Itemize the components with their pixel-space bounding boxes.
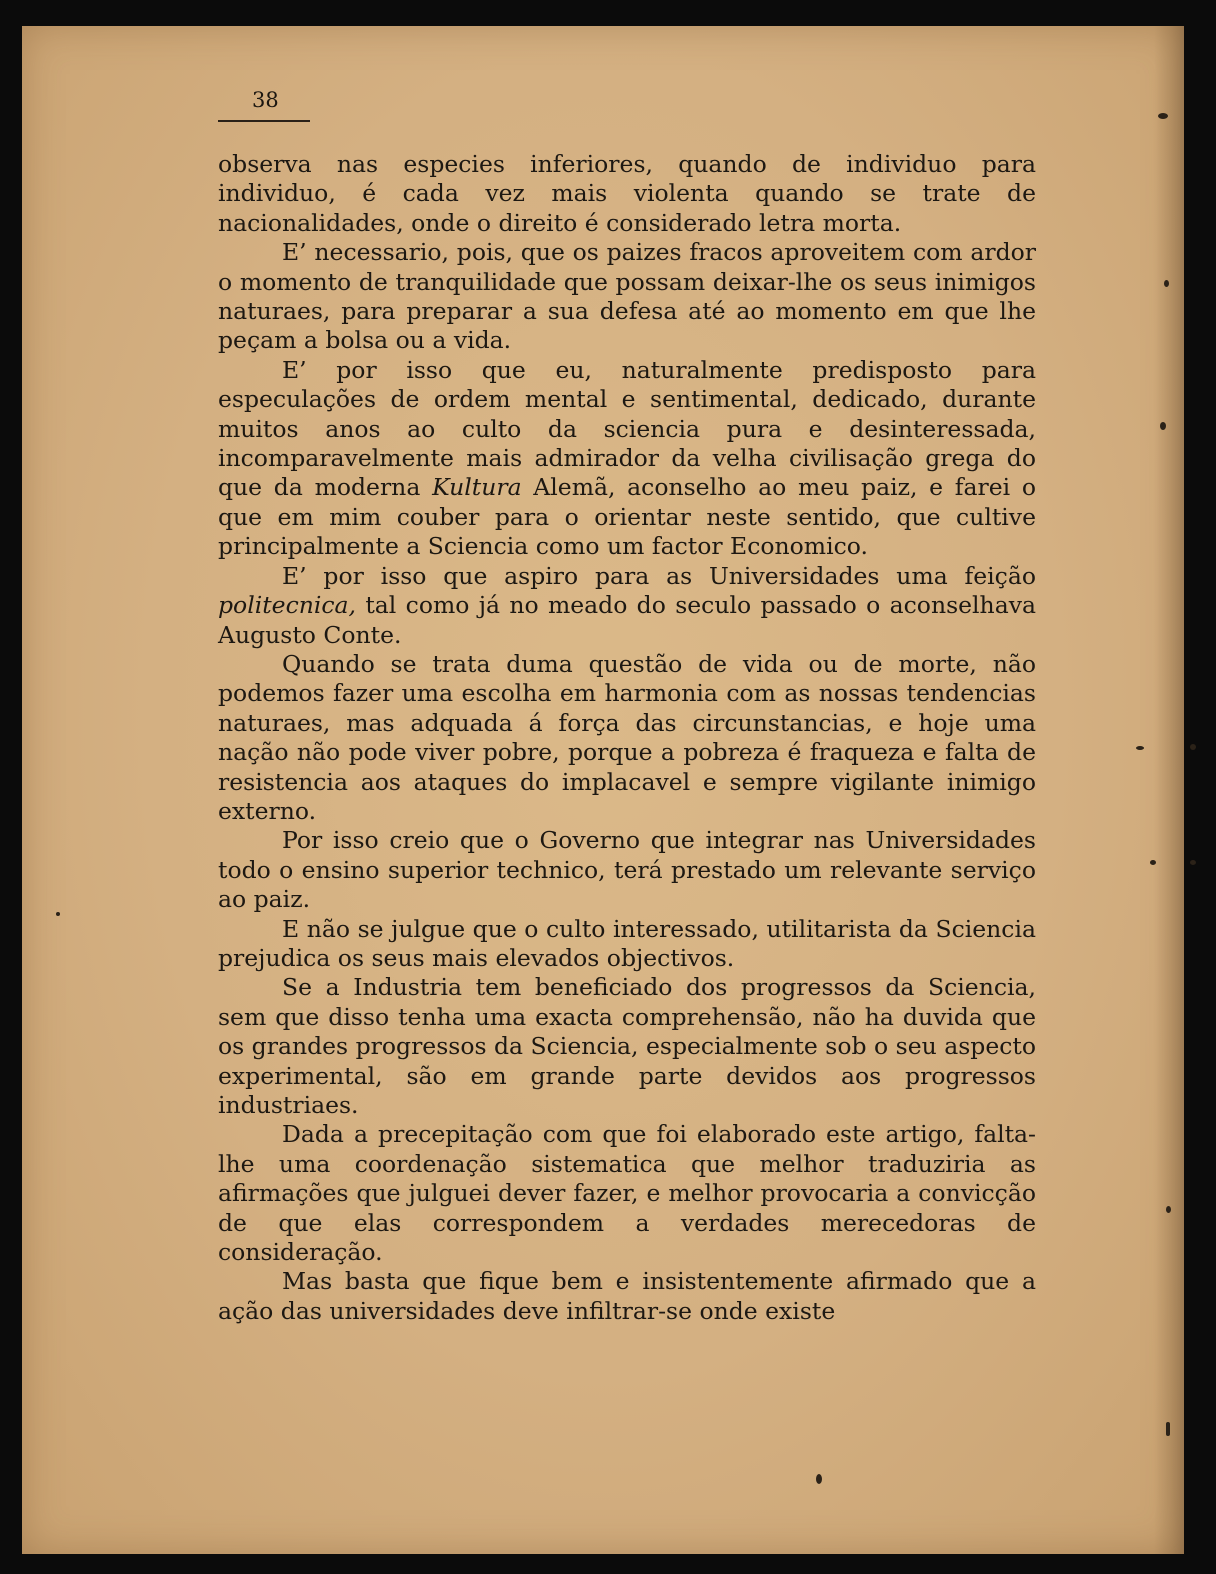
- paragraph: [218, 650, 1036, 826]
- paragraph: [218, 1267, 1036, 1326]
- text-segment: observa nas especies inferiores, quando de individuo para individuo, é cada vez mais violenta quando se trate de nacionalidades, onde o direito é considerado letra morta.: [218, 150, 1036, 237]
- ink-speck: [56, 912, 60, 916]
- text-segment: Quando se trata duma questão de vida ou de morte, não podemos fazer uma escolha em harmonia com as nossas tendencias naturaes, mas adquada á força das circunstancias, e hoje uma nação não pode viver pobre, porque a pobreza é fraqueza e falta de resistencia aos ataques do implacavel e sempre vigilante inimigo externo.: [218, 649, 1036, 825]
- text-segment: Alemã, aconselho ao meu paiz, e farei o que em mim couber para o orientar neste sentido, que cultive principalmente a Sciencia como um factor Economico.: [218, 473, 1037, 561]
- paragraph: [218, 915, 1036, 974]
- sheet-edge-shadow: [1154, 26, 1184, 1554]
- text-segment: Por isso creio que o Governo que integrar nas Universidades todo o ensino superior technico, terá prestado um relevante serviço ao paiz.: [218, 826, 1036, 914]
- paragraph: [218, 150, 1036, 238]
- text-segment: Mas basta que fique bem e insistentemente afirmado que a ação das universidades deve infiltrar-se onde existe: [218, 1267, 1036, 1325]
- paragraph: [218, 1120, 1036, 1267]
- ink-speck: [816, 1474, 822, 1484]
- body-text: [218, 150, 1036, 1326]
- italic-term: Kultura: [432, 473, 522, 502]
- text-segment: E’ necessario, pois, que os paizes fracos aproveitem com ardor o momento de tranquilidade que possam deixar-lhe os seus inimigos naturaes, para preparar a sua defesa até ao momento em que lhe peçam a bolsa ou a vida.: [218, 238, 1036, 355]
- binding-mark: [1158, 113, 1168, 119]
- binding-mark: [1190, 744, 1196, 750]
- binding-mark: [1190, 860, 1196, 865]
- text-segment: tal como já no meado do seculo passado o aconselhava Augusto Conte.: [218, 591, 1036, 649]
- binding-mark: [1136, 746, 1144, 750]
- text-segment: Se a Industria tem beneficiado dos progressos da Sciencia, sem que disso tenha uma exacta comprehensão, não ha duvida que os grandes progressos da Sciencia, especialmente sob o seu aspecto experimental, são em grande parte devidos aos progressos industriaes.: [218, 973, 1036, 1119]
- paragraph: [218, 356, 1036, 562]
- text-segment: E’ por isso que aspiro para as Universidades uma feição: [282, 561, 1036, 590]
- paragraph: [218, 973, 1036, 1120]
- paragraph: [218, 826, 1036, 914]
- binding-mark: [1164, 280, 1169, 287]
- text-segment: Dada a precepitação com que foi elaborado este artigo, falta-lhe uma coordenação sistematica que melhor traduziria as afirmações que julguei dever fazer, e melhor provocaria a convicção de que elas correspondem a verdades merecedoras de consideração.: [218, 1120, 1036, 1267]
- paragraph: [218, 238, 1036, 356]
- binding-mark: [1160, 422, 1166, 430]
- binding-mark: [1166, 1422, 1170, 1436]
- text-segment: E’ por isso que eu, naturalmente predisposto para especulações de ordem mental e sentimental, dedicado, durante muitos anos ao culto da sciencia pura e desinteressada, incomparavelmente mais admirador da velha civilisação grega do que da moderna: [218, 355, 1036, 502]
- binding-mark: [1166, 1206, 1171, 1213]
- text-segment: E não se julgue que o culto interessado, utilitarista da Sciencia prejudica os seus mais elevados objectivos.: [218, 914, 1036, 972]
- paragraph: [218, 562, 1036, 650]
- italic-term: politecnica,: [218, 591, 357, 620]
- page-number-rule: [218, 120, 310, 122]
- binding-mark: [1150, 860, 1156, 865]
- page-number: 38: [252, 88, 279, 112]
